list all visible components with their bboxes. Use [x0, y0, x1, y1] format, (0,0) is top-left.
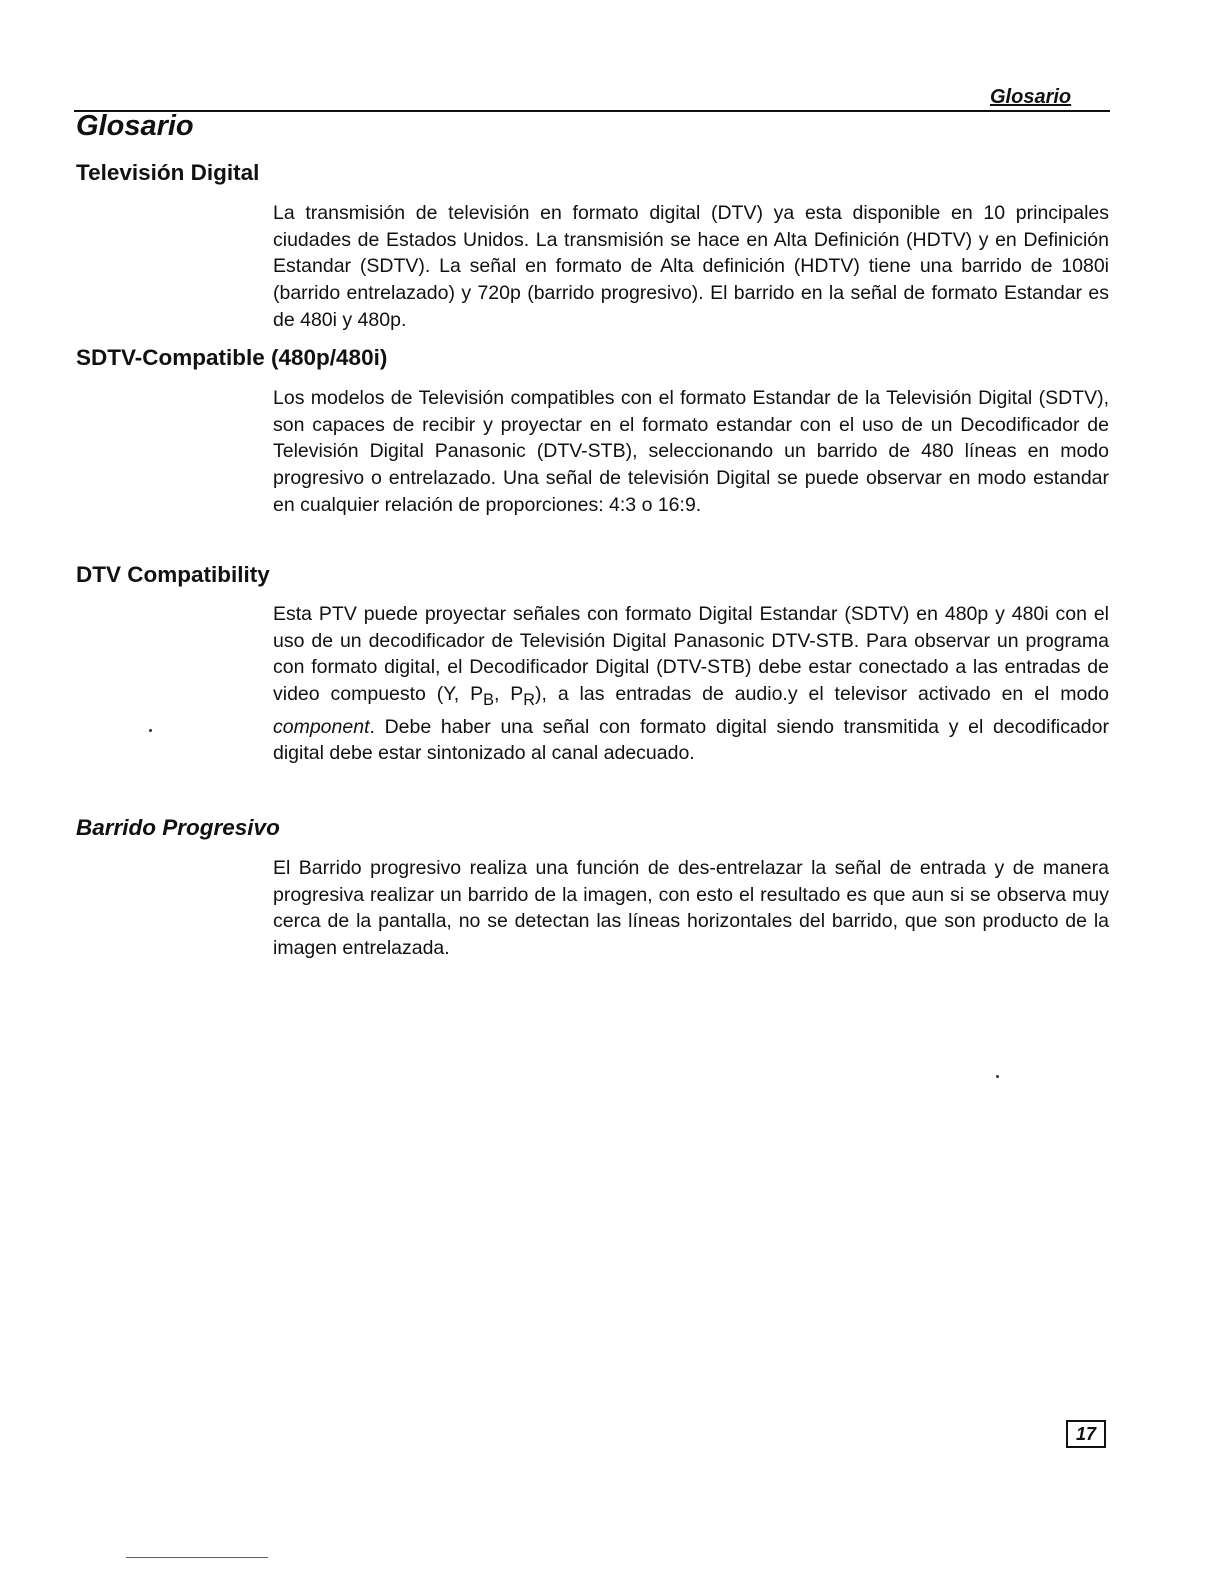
page-number: 17 — [1066, 1420, 1106, 1448]
body-text: , P — [493, 683, 524, 706]
section-heading-dtv-compatibility: DTV Compatibility — [76, 562, 270, 587]
section-heading-television-digital: Televisión Digital — [76, 160, 260, 185]
body-text: ), a las entradas de audio.y el televisor activado en el modo — [535, 683, 1110, 706]
section-body-barrido-progresivo: El Barrido progresivo realiza una función de des-entrelazar la señal de entrada y de manera progresiva realizar un barrido de la imagen, con esto el resultado es que aun si se observa muy cerca de la pantalla, no se detectan las líneas horizontales del barrido, que son producto de la imagen entrelazada. — [273, 857, 1109, 960]
stray-mark — [996, 1075, 999, 1078]
section-heading-sdtv-compatible: SDTV-Compatible (480p/480i) — [76, 345, 388, 370]
section-body-television-digital: La transmisión de televisión en formato digital (DTV) ya esta disponible en 10 principales ciudades de Estados Unidos. La transmisión se hace en Alta Definición (HDTV) y en Definición Estandar (SDTV). La señal en formato de Alta definición (HDTV) tiene una barrido de 1080i (barrido entrelazado) y 720p (barrido progresivo). El barrido en la señal de formato Estandar es de 480i y 480p. — [273, 202, 1109, 331]
body-text: Esta PTV puede proyectar señales con formato Digital Estandar (SDTV) en 480p y 480i con el uso de un decodificador de Televisión Digital Panasonic DTV-STB. Para observar un programa con formato digital, el Decodificador Digital (DTV-STB) debe estar conectado a las entradas de video compuesto (Y, P — [273, 603, 1109, 706]
section-heading-barrido-progresivo: Barrido Progresivo — [76, 815, 280, 840]
subscript-r: R — [523, 691, 536, 709]
body-text: . Debe haber una señal con formato digital siendo transmitida y el decodificador digital debe estar sintonizado al canal adecuado. — [273, 715, 1109, 765]
emphasis-component: component — [273, 715, 370, 738]
section-body-sdtv-compatible: Los modelos de Televisión compatibles con el formato Estandar de la Televisión Digital (SDTV), son capaces de recibir y proyectar en el formato estandar con el uso de un Decodificador de Televisión Digital Panasonic (DTV-STB), seleccionando un barrido de 480 líneas en modo progresivo o entrelazado. Una señal de televisión Digital se puede observar en modo estandar en cualquier relación de proporciones: 4:3 o 16:9. — [273, 387, 1109, 516]
header-rule — [74, 110, 1110, 112]
running-header: Glosario — [990, 86, 1072, 108]
stray-mark — [149, 729, 152, 732]
bottom-line — [126, 1557, 268, 1558]
section-body-dtv-compatibility — [273, 601, 1109, 767]
subscript-b: B — [483, 691, 494, 709]
page-title: Glosario — [76, 110, 194, 142]
